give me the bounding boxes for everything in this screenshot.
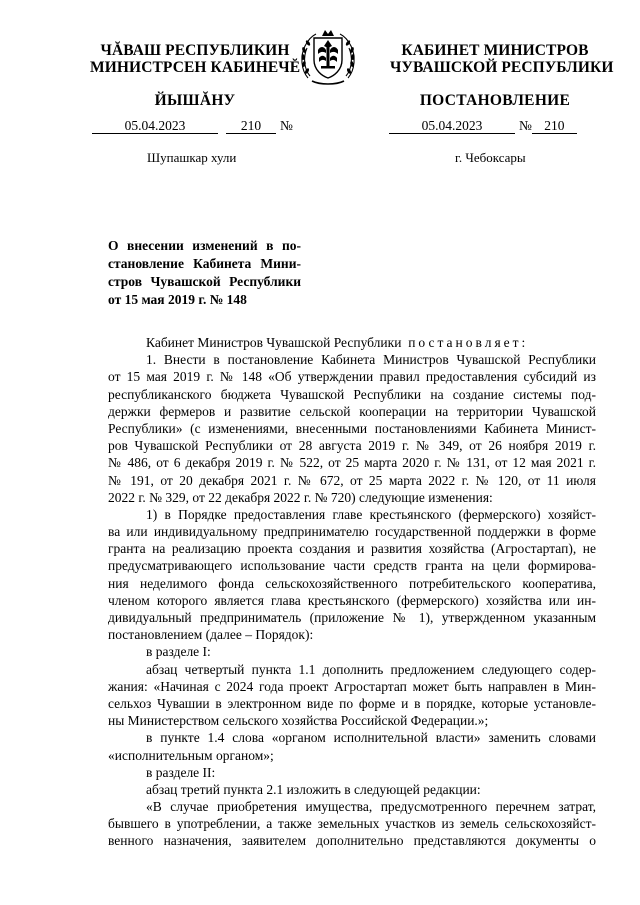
header-right-block [390,42,614,110]
body-line: ны Министерством сельского хозяйства Российской Федерации.»; [108,713,489,729]
body-line: сельхоз Чувашии в электронном виде по форме и в порядке, которые установле- [108,695,596,711]
body-line: предусматривающего использование части средств гранта на цели формирова- [108,558,596,574]
header-left-block [90,42,300,110]
chuvash-emblem-icon [298,26,358,88]
header-right-kind: ПОСТАНОВЛЕНИЕ [419,92,571,109]
header-left-kind: ЙЫШĂНУ [154,92,236,109]
body-line: бывшего в употреблении, а также земельных участков из земель сельскохозяйст- [108,816,596,832]
dateline-right [389,118,577,134]
body-line: в разделе I: [146,644,211,660]
body-line: членом которого является глава крестьянского (фермерского) хозяйства или ин- [108,592,596,608]
body-line: абзац третий пункта 2.1 изложить в следующей редакции: [146,781,481,797]
preamble-verb: постановляет: [408,335,529,350]
subject-line: стров Чувашской Республики [108,274,301,289]
body-line: 1) в Порядке предоставления главе крестьянского (фермерского) хозяйст- [146,506,596,522]
place-right: г. Чебоксары [455,150,526,165]
body-line: держки фермеров и развитие сельской кооперации на территории Чувашской [108,403,596,419]
header-right-line-2: ЧУВАШСКОЙ РЕСПУБЛИКИ [390,59,614,76]
body-line: в пункте 1.4 слова «органом исполнительной власти» заменить словами [146,730,596,746]
body-line: 1. Внести в постановление Кабинета Министров Чувашской Республики [146,352,596,368]
body-line: № 486, от 6 декабря 2019 г. № 522, от 25 марта 2020 г. № 131, от 12 мая 2021 г. [108,455,596,471]
body-line: ров Чувашской Республики от 28 августа 2019 г. № 349, от 26 ноября 2019 г. [108,438,596,454]
place-left: Шупашкар хули [147,150,237,165]
body-line: жания: «Начиная с 2024 года проект Агростартап может быть направлен в Мин- [108,678,596,694]
header-left-line-1: ЧĂВАШ РЕСПУБЛИКИН [100,42,290,59]
body-line: гранта на реализацию проекта создания и развития хозяйства (Агростартап), не [108,541,596,557]
header-right-line-1: КАБИНЕТ МИНИСТРОВ [401,42,589,59]
body-line: 2022 г. № 329, от 22 декабря 2022 г. № 720) следующие изменения: [108,489,493,505]
body-line: дивидуальный предприниматель (приложение № 1), утвержденном указанным [108,610,596,625]
preamble-text: Кабинет Министров Чувашской Республики [146,335,402,350]
subject-line: О внесении изменений в по- [108,238,301,253]
document-subject [108,237,301,309]
subject-line: от 15 мая 2019 г. № 148 [108,292,247,307]
body-line: «В случае приобретения имущества, предусмотренного перечнем затрат, [146,799,596,815]
header-left-line-2: МИНИСТРСЕН КАБИНЕЧĔ [90,59,301,76]
number-left: 210 [226,119,276,134]
number-right: 210 [532,119,577,134]
body-line: республиканского бюджета Чувашской Республики на создание системы под- [108,386,596,402]
body-line: венного назначения, заявителем дополнительно представляются документы о [108,833,596,849]
body-line: ния неделимого фонда сельскохозяйственного потребительского кооператива, [108,575,596,591]
preamble [108,334,596,351]
body-line: ва или индивидуальному предпринимателю государственной поддержки в форме [108,524,596,540]
body-line: от 15 мая 2019 г. № 148 «Об утверждении правил предоставления субсидий из [108,369,596,385]
subject-line: становление Кабинета Мини- [108,256,301,271]
number-sign-left: № [280,118,293,133]
date-right: 05.04.2023 [389,119,515,134]
dateline-left [92,118,293,134]
number-sign-right: № [519,118,532,133]
body-line: Республики» (с изменениями, внесенными постановлениями Кабинета Минист- [108,420,596,436]
body-line: «исполнительным органом»; [108,747,274,763]
document-body [108,334,596,850]
body-line: абзац четвертый пункта 1.1 дополнить предложением следующего содер- [146,661,596,677]
body-line: в разделе II: [146,764,216,780]
body-line: постановлением (далее – Порядок): [108,627,314,643]
date-left: 05.04.2023 [92,119,218,134]
body-line: № 191, от 20 декабря 2021 г. № 672, от 25 марта 2022 г. № 120, от 11 июля [108,472,596,488]
